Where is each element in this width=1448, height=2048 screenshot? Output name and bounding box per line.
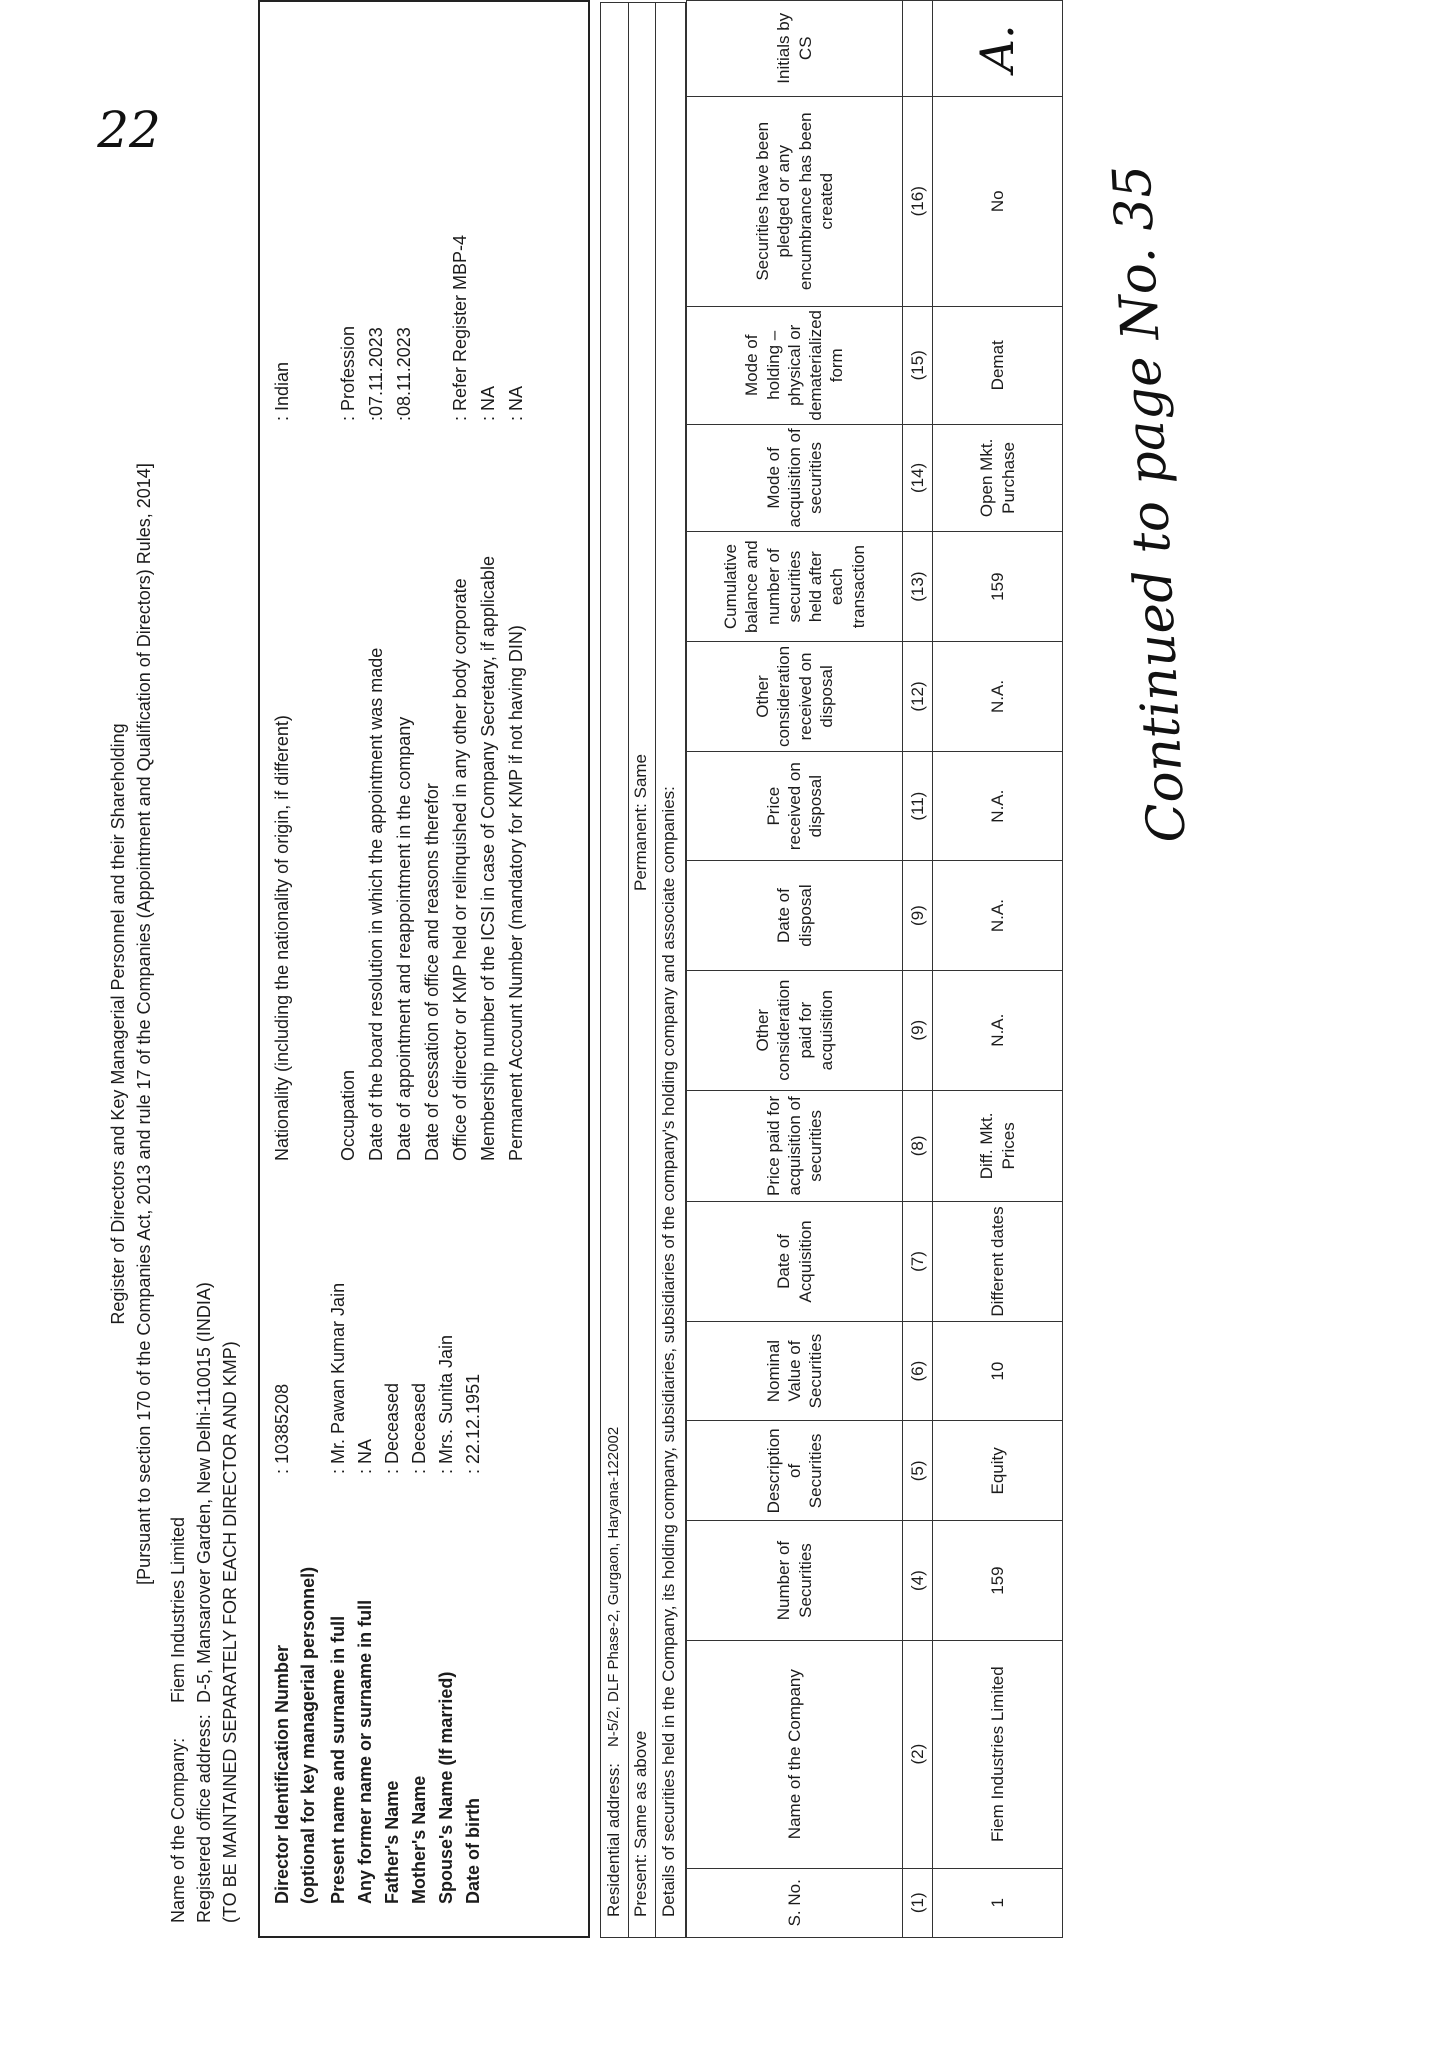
company-name-row [168, 1517, 189, 1923]
director-field-row [272, 1383, 318, 1904]
maintain-note: (TO BE MAINTAINED SEPARATELY FOR EACH DIRECTOR AND KMP) [220, 1341, 240, 1923]
permanent-address: Permanent: Same [631, 753, 650, 891]
table-cell: 159 [933, 1521, 1063, 1640]
director-field-value: : 10385208 [272, 1383, 292, 1474]
director-field-label: Membership number of the ICSI in case of Company Secretary, if applicable [478, 556, 498, 1161]
column-header: Name of the Company [687, 1640, 903, 1868]
column-number: (13) [903, 532, 933, 642]
director-field-value: :08.11.2023 [394, 327, 414, 421]
column-header: Price paid for acquisition of securities [687, 1090, 903, 1202]
column-header: Number of Securities [687, 1521, 903, 1640]
table-cell: N.A. [933, 861, 1063, 970]
page-number: 22 [97, 101, 161, 160]
column-number: (14) [903, 424, 933, 532]
residential-value: N-5/2, DLF Phase-2, Gurgaon, Haryana-122002 [605, 1426, 622, 1747]
director-field-row [463, 1374, 484, 1904]
table-number-row [903, 1, 933, 1938]
director-field-value: : Deceased [382, 1382, 402, 1474]
column-header: Date of disposal [687, 861, 903, 970]
director-field-row [272, 362, 293, 1161]
present-permanent-row [628, 3, 656, 1937]
residential-row [601, 3, 629, 1937]
column-number: (2) [903, 1640, 933, 1868]
column-number: (12) [903, 641, 933, 751]
director-field-value: : Refer Register MBP-4 [450, 234, 470, 421]
column-number: (11) [903, 751, 933, 860]
column-header: S. No. [687, 1868, 903, 1937]
director-field-row [436, 1335, 457, 1904]
column-number: (1) [903, 1868, 933, 1937]
director-field-row [506, 386, 527, 1161]
table-cell: N.A. [933, 751, 1063, 860]
continuation-note: Continued to page No. 35 [1102, 163, 1198, 845]
director-field-value: : Mr. Pawan Kumar Jain [328, 1282, 348, 1474]
company-name-label: Name of the Company: [168, 1737, 188, 1923]
column-number: (4) [903, 1521, 933, 1640]
director-field-row [355, 1439, 376, 1904]
column-header: Price received on disposal [687, 751, 903, 860]
director-field-label: Office of director or KMP held or relinquished in any other body corporate [450, 578, 470, 1161]
director-field-value: : NA [355, 1438, 375, 1474]
director-field-value: : Profession [338, 325, 358, 421]
company-name-value: Fiem Industries Limited [168, 1516, 188, 1703]
director-field-label: Present name and surname in full [328, 1615, 348, 1904]
director-field-value: : Deceased [409, 1382, 429, 1474]
column-header: Mode of acquisition of securities [687, 424, 903, 532]
director-field-row [328, 1283, 349, 1904]
column-header: Date of Acquisition [687, 1202, 903, 1322]
column-number: (6) [903, 1321, 933, 1421]
director-field-label: Spouse's Name (If married) [436, 1671, 456, 1904]
register-title: Register of Directors and Key Managerial Personnel and their Shareholding [108, 723, 128, 1325]
column-number: (7) [903, 1202, 933, 1322]
director-field-value: : Mrs. Sunita Jain [436, 1334, 456, 1474]
director-field-label: Mother's Name [409, 1775, 429, 1904]
address-band [600, 2, 686, 1938]
column-number: (8) [903, 1090, 933, 1202]
director-details-box [258, 0, 590, 1938]
column-number: (9) [903, 861, 933, 970]
securities-table [686, 0, 1063, 1938]
director-field-value: :07.11.2023 [366, 327, 386, 421]
director-field-row [338, 326, 359, 1161]
column-number: (15) [903, 307, 933, 425]
table-cell: 159 [933, 532, 1063, 642]
table-header-row [687, 1, 903, 1938]
director-field-label: Date of birth [463, 1798, 483, 1904]
column-number: (16) [903, 96, 933, 306]
column-number: (9) [903, 970, 933, 1090]
office-address-value: D-5, Mansarover Garden, New Delhi-110015 (INDIA) [194, 1282, 214, 1703]
column-header: Nominal Value of Securities [687, 1321, 903, 1421]
director-field-row [409, 1383, 430, 1904]
table-cell: No [933, 96, 1063, 306]
director-field-row [478, 386, 499, 1161]
table-cell: Open Mkt. Purchase [933, 424, 1063, 532]
column-header: Mode of holding – physical or dematerialized form [687, 307, 903, 425]
director-field-value: : Indian [272, 361, 292, 421]
column-header: Other consideration received on disposal [687, 641, 903, 751]
table-cell: N.A. [933, 970, 1063, 1090]
director-field-label: Occupation [338, 1069, 358, 1161]
table-cell: Different dates [933, 1202, 1063, 1322]
register-subtitle: [Pursuant to section 170 of the Companies Act, 2013 and rule 17 of the Companies (Appointment and Qualification of Directors) Rules, 2014] [134, 463, 154, 1585]
column-header: Securities have been pledged or any encumbrance has been created [687, 96, 903, 306]
securities-table-wrap [686, 0, 1066, 1938]
director-field-label: Any former name or surname in full [355, 1599, 375, 1904]
securities-heading: Details of securities held in the Company, its holding company, subsidiaries, subsidiaries of the company's holding company and associate companies: [659, 786, 678, 1917]
table-cell: 1 [933, 1868, 1063, 1937]
director-field-label: Nationality (including the nationality of origin, if different) [272, 715, 292, 1161]
director-field-label: Date of appointment and reappointment in the company [394, 716, 414, 1161]
column-number: (5) [903, 1421, 933, 1521]
cs-initials: A. [933, 1, 1063, 97]
office-address-row [194, 1282, 215, 1923]
column-header: Initials by CS [687, 1, 903, 97]
present-address: Present: Same as above [631, 1730, 650, 1917]
residential-label: Residential address: [604, 1762, 623, 1917]
director-field-row [366, 327, 387, 1161]
column-header: Description of Securities [687, 1421, 903, 1521]
director-field-label-note: (optional for key managerial personnel) [298, 1566, 318, 1904]
table-cell: 10 [933, 1321, 1063, 1421]
director-field-label: Date of cessation of office and reasons therefor [422, 783, 442, 1161]
table-cell: Demat [933, 307, 1063, 425]
director-field-label: Father's Name [382, 1780, 402, 1904]
column-number [903, 1, 933, 97]
column-header: Other consideration paid for acquisition [687, 970, 903, 1090]
director-field-row [382, 1383, 403, 1904]
director-field-label: Director Identification Number [272, 1644, 292, 1904]
director-field-value: : 22.12.1951 [463, 1373, 483, 1474]
director-field-row [450, 235, 471, 1161]
office-address-label: Registered office address: [194, 1714, 214, 1923]
table-cell: N.A. [933, 641, 1063, 751]
table-cell: Fiem Industries Limited [933, 1640, 1063, 1868]
director-field-value: : NA [478, 385, 498, 421]
table-cell: Diff. Mkt. Prices [933, 1090, 1063, 1202]
director-field-label: Date of the board resolution in which the appointment was made [366, 647, 386, 1161]
director-field-row [394, 327, 415, 1161]
director-field-value: : NA [506, 385, 526, 421]
director-field-row [422, 421, 443, 1161]
table-cell: Equity [933, 1421, 1063, 1521]
column-header: Cumulative balance and number of securities held after each transaction [687, 532, 903, 642]
table-row [933, 1, 1063, 1938]
director-field-label: Permanent Account Number (mandatory for KMP if not having DIN) [506, 625, 526, 1161]
